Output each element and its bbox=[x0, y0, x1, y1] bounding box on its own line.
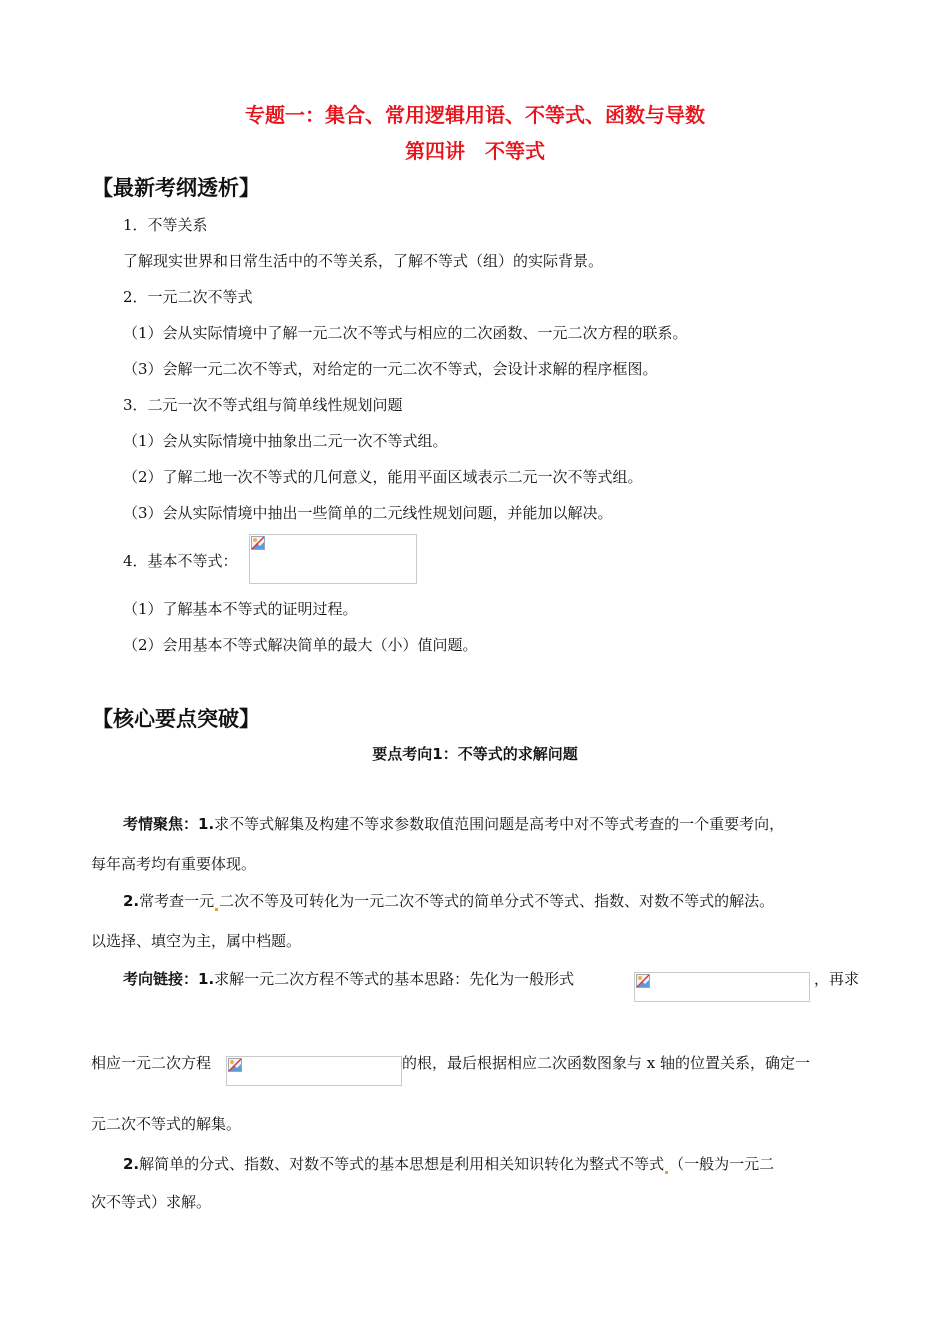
broken-image-icon bbox=[636, 974, 650, 988]
focus-label: 考情聚焦： bbox=[123, 815, 199, 833]
syllabus-line: （2）了解二地一次不等式的几何意义，能用平面区域表示二元一次不等式组。 bbox=[123, 468, 643, 486]
link-paragraph-2-cont: 次不等式）求解。 bbox=[91, 1193, 212, 1211]
focus-paragraph-2-cont: 以选择、填空为主，属中档题。 bbox=[91, 932, 302, 950]
focus-text: 求不等式解集及构建不等求参数取值范围问题是高考中对不等式考查的一个重要考向， bbox=[214, 815, 785, 833]
link-label: 考向链接： bbox=[123, 970, 199, 988]
link-paragraph-1-line2-end: 的根，最后根据相应二次函数图象与 x 轴的位置关系，确定一 bbox=[402, 1054, 810, 1072]
link-text: 解简单的分式、指数、对数不等式的基本思想是利用相关知识转化为整式不等式 bbox=[139, 1155, 665, 1173]
link-paragraph-1-line2-start: 相应一元二次方程 bbox=[91, 1054, 212, 1072]
item-number: 2. bbox=[123, 892, 140, 910]
syllabus-line: 了解现实世界和日常生活中的不等关系，了解不等式（组）的实际背景。 bbox=[123, 252, 604, 270]
link-text: （一般为一元二 bbox=[669, 1155, 775, 1173]
subheading-direction-1: 要点考向1：不等式的求解问题 bbox=[372, 745, 578, 763]
broken-image-icon bbox=[228, 1058, 242, 1072]
syllabus-line: （3）会解一元二次不等式，对给定的一元二次不等式，会设计求解的程序框图。 bbox=[123, 360, 658, 378]
section-heading-core-points: 【核心要点突破】 bbox=[92, 707, 260, 731]
syllabus-line: （1）了解基本不等式的证明过程。 bbox=[123, 600, 358, 618]
focus-text: 常考查一元 bbox=[139, 892, 215, 910]
syllabus-line: （2）会用基本不等式解决简单的最大（小）值问题。 bbox=[123, 636, 478, 654]
syllabus-line: （1）会从实际情境中抽象出二元一次不等式组。 bbox=[123, 432, 448, 450]
link-paragraph-1 bbox=[123, 968, 574, 989]
focus-text: 二次不等及可转化为一元二次不等式的简单分式不等式、指数、对数不等式的解法。 bbox=[219, 892, 775, 910]
focus-paragraph-2 bbox=[123, 890, 774, 911]
item-number: 1. bbox=[198, 970, 215, 988]
syllabus-line: 2．一元二次不等式 bbox=[123, 288, 253, 306]
link-paragraph-1-line3: 元二次不等式的解集。 bbox=[91, 1115, 242, 1133]
syllabus-line: （1）会从实际情境中了解一元二次不等式与相应的二次函数、一元二次方程的联系。 bbox=[123, 324, 688, 342]
focus-paragraph-1-cont: 每年高考均有重要体现。 bbox=[91, 855, 257, 873]
formula-image-general-form bbox=[634, 972, 810, 1002]
focus-paragraph-1 bbox=[123, 813, 784, 834]
main-title: 专题一：集合、常用逻辑用语、不等式、函数与导数 bbox=[245, 103, 705, 127]
syllabus-line: 3．二元一次不等式组与简单线性规划问题 bbox=[123, 396, 403, 414]
edit-mark bbox=[665, 1171, 668, 1174]
edit-mark bbox=[215, 908, 218, 911]
item-number: 2. bbox=[123, 1155, 140, 1173]
section-heading-syllabus: 【最新考纲透析】 bbox=[92, 176, 260, 200]
formula-image-basic-inequality bbox=[249, 534, 417, 584]
formula-image-quadratic-equation bbox=[226, 1056, 402, 1086]
item-number: 1. bbox=[198, 815, 215, 833]
syllabus-line: 1．不等关系 bbox=[123, 216, 208, 234]
syllabus-line: （3）会从实际情境中抽出一些简单的二元线性规划问题，并能加以解决。 bbox=[123, 504, 613, 522]
link-text-end: ，再求 bbox=[814, 970, 860, 988]
lecture-title: 第四讲 不等式 bbox=[405, 139, 545, 163]
link-paragraph-2 bbox=[123, 1153, 774, 1174]
link-text: 求解一元二次方程不等式的基本思路：先化为一般形式 bbox=[214, 970, 575, 988]
broken-image-icon bbox=[251, 536, 265, 550]
syllabus-line: 4．基本不等式： bbox=[123, 552, 238, 570]
